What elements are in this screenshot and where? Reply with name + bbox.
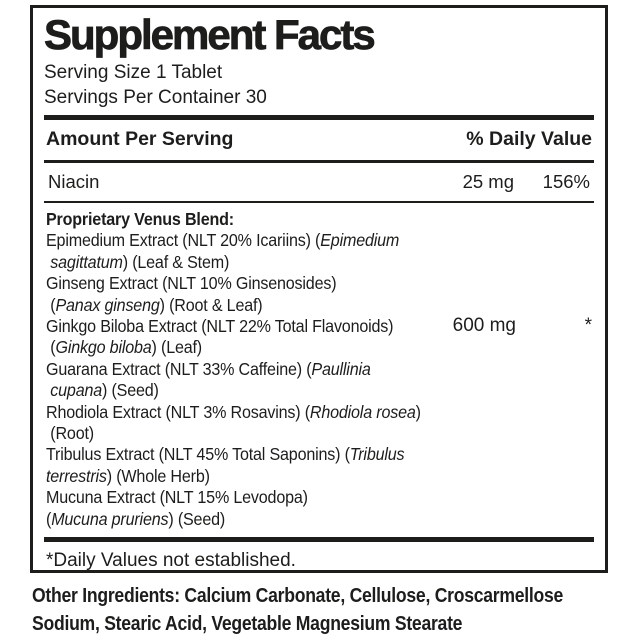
blend-line (46, 337, 561, 358)
blend-line (46, 209, 561, 230)
ingredient-text: ) (Seed) (168, 508, 226, 529)
latin-botanical-name: Epimedium (320, 230, 400, 251)
blend-line (46, 230, 561, 251)
latin-botanical-name: terrestris (46, 465, 107, 486)
supplement-facts-panel (30, 5, 608, 573)
other-ingredients-text: Other Ingredients: Calcium Carbonate, Cellulose, Croscarmellose Sodium, Stearic Acid, Vegetable Magnesium Stearate (32, 585, 564, 635)
serving-size: Serving Size 1 Tablet (44, 62, 223, 83)
latin-botanical-name: Tribulus (349, 444, 405, 465)
ingredient-text: Ginseng Extract (NLT 10% Ginsenosides) (46, 273, 337, 294)
latin-botanical-name: Ginkgo biloba (55, 337, 152, 358)
blend-lines (46, 209, 561, 530)
blend-line (46, 423, 561, 444)
blend-line (46, 509, 561, 530)
ingredient-text: Epimedium Extract (NLT 20% Icariins) ( (46, 230, 321, 251)
ingredient-text: Ginkgo Biloba Extract (NLT 22% Total Flavonoids) (46, 316, 394, 337)
blend-line (46, 487, 561, 508)
ingredient-text: ) (Leaf & Stem) (122, 251, 230, 272)
proprietary-blend-section (44, 203, 594, 537)
blend-line (46, 466, 561, 487)
ingredient-text: ) (Seed) (102, 380, 159, 401)
blend-values-row (44, 315, 594, 337)
ingredient-text: ) (415, 401, 421, 422)
ingredient-text: ) (Leaf) (151, 337, 202, 358)
panel-title: Supplement Facts (44, 11, 374, 58)
ingredient-text: ( (46, 294, 56, 315)
blend-line (46, 444, 561, 465)
blend-daily-value: * (584, 315, 592, 336)
blend-amount: 600 mg (452, 315, 516, 336)
blend-line (46, 252, 561, 273)
ingredient-text: Guarana Extract (NLT 33% Caffeine) ( (46, 358, 312, 379)
latin-botanical-name: Rhodiola rosea (309, 401, 416, 422)
table-row (44, 163, 594, 203)
ingredient-text: Mucuna Extract (NLT 15% Levodopa) (46, 487, 308, 508)
latin-botanical-name: cupana (50, 380, 103, 401)
ingredient-text: ( (46, 337, 56, 358)
ingredient-text: ( (46, 508, 52, 529)
amount-per-serving-header: Amount Per Serving (46, 128, 234, 150)
nutrient-amount: 25 mg (462, 171, 514, 192)
latin-botanical-name: Panax ginseng (55, 294, 160, 315)
ingredient-text: ) (Root & Leaf) (159, 294, 263, 315)
blend-line (46, 273, 561, 294)
nutrient-daily-value: 156% (542, 171, 590, 192)
nutrient-name: Niacin (48, 171, 100, 192)
blend-line (46, 359, 561, 380)
latin-botanical-name: Paullinia (311, 358, 371, 379)
daily-value-footnote: *Daily Values not established. (46, 550, 296, 571)
column-header-row (44, 120, 594, 163)
daily-value-header: % Daily Value (466, 128, 592, 150)
blend-line (46, 402, 561, 423)
ingredient-text: Tribulus Extract (NLT 45% Total Saponins) ( (46, 444, 350, 465)
latin-botanical-name: sagittatum (50, 251, 123, 272)
blend-title: Proprietary Venus Blend: (46, 209, 234, 229)
ingredient-text: (Root) (46, 423, 94, 444)
ingredient-text: Rhodiola Extract (NLT 3% Rosavins) ( (46, 401, 310, 422)
blend-line (46, 380, 561, 401)
blend-line (46, 295, 561, 316)
ingredient-text: ) (Whole Herb) (106, 465, 210, 486)
servings-per-container: Servings Per Container 30 (44, 87, 267, 108)
latin-botanical-name: Mucuna pruriens (51, 508, 169, 529)
